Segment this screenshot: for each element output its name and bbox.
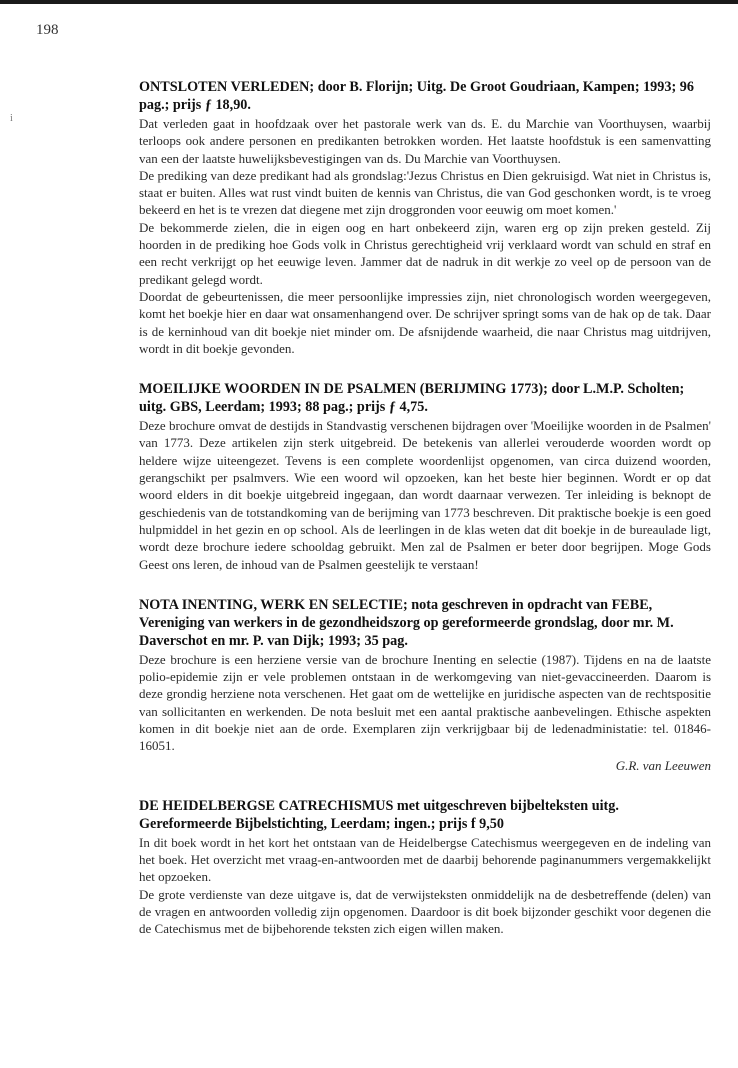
review-ontsloten-verleden — [139, 78, 711, 357]
review-paragraph: Doordat de gebeurtenissen, die meer persoonlijke impressies zijn, niet chronologisch worden weergegeven, komt het boekje hier en daar wat onsamenhangend over. De schrijver springt soms van de hak op de tak. Daar is de kerninhoud van dit boekje niet minder om. De afsnijdende waarheid, die naar Christus mag uitdrijven, wordt in dit boekje gevonden. — [139, 288, 711, 356]
review-paragraph: De prediking van deze predikant had als grondslag:'Jezus Christus en Dien gekruisigd. Wat niet in Christus is, staat er buiten. Alles wat rust vindt buiten de kennis van Christus, die van God geschonken wordt, is te vroeg bekeerd en het is te vrezen dat diegene met zijn droggronden voor eeuwig om moet komen.' — [139, 167, 711, 218]
review-heading: MOEILIJKE WOORDEN IN DE PSALMEN (BERIJMING 1773); door L.M.P. Scholten; uitg. GBS, Leerdam; 1993; 88 pag.; prijs ƒ 4,75. — [139, 381, 685, 416]
review-nota-inenting — [139, 596, 711, 774]
page-content — [139, 78, 711, 960]
top-rule — [0, 0, 738, 4]
review-signature: G.R. van Leeuwen — [615, 757, 711, 773]
review-paragraph: Deze brochure omvat de destijds in Standvastig verschenen bijdragen over 'Moeilijke woorden in de Psalmen' van 1773. Deze artikelen zijn sterk uitgebreid. De betekenis van allerlei verouderde woorden wordt op heldere wijze uiteengezet. Tevens is een complete woordenlijst opgenomen, van circa duizend woorden, gerangschikt per psalmvers. Wie een woord wil opzoeken, kan het beste hier beginnen. Wordt er op dat woord elders in dit boekje uitgebreid ingegaan, dan wordt daarnaar verwezen. Ter inleiding is beknopt de geschiedenis van de totstandkoming van de berijming van 1773 beschreven. Dit praktische boekje is een goed hulpmiddel in het gezin en op school. Als de leerlingen in de klas weten dat dit boekje in de bureaulade ligt, wordt deze brochure iedere schooldag gebruikt. Men zal de Psalmen er beter door begrijpen. Moge Gods Geest ons leren, de inhoud van de Psalmen geestelijk te verstaan! — [139, 418, 711, 572]
margin-mark: i — [10, 113, 13, 124]
review-heading: DE HEIDELBERGSE CATRECHISMUS met uitgeschreven bijbelteksten uitg. Gereformeerde Bijbelstichting, Leerdam; ingen.; prijs f 9,50 — [139, 797, 619, 832]
review-paragraph: De bekommerde zielen, die in eigen oog en hart onbekeerd zijn, waren erg op zijn preken gesteld. Zij hoorden in de prediking hoe Gods volk in Christus gerechtigheid vrij verklaard wordt van schuld en straf en een recht verkrijgt op het eeuwige leven. Jammer dat de nadruk in dit werkje zo veel op de persoon van de predikant gelegd wordt. — [139, 219, 711, 287]
review-paragraph: Dat verleden gaat in hoofdzaak over het pastorale werk van ds. E. du Marchie van Voorthuysen, waarbij terloops ook andere personen en predikanten betrokken worden. Het laatste hoofdstuk is een samenvatting van een der laatste huwelijksbevestigingen van ds. Du Marchie van Voorthuysen. — [139, 116, 711, 166]
review-paragraph: In dit boek wordt in het kort het ontstaan van de Heidelbergse Catechismus weergegeven en de indeling van het boek. Het overzicht met vraag-en-antwoorden met de daarbij behorende paginanummers vergemakkelijkt het opzoeken. — [139, 834, 711, 885]
review-heidelbergse-catechismus — [139, 797, 711, 938]
review-moeilijke-woorden — [139, 380, 711, 573]
review-paragraph: De grote verdienste van deze uitgave is, dat de verwijsteksten onmiddelijk na de desbetreffende (delen) van de vragen en antwoorden volledig zijn opgenomen. Daardoor is dit boek bijzonder geschikt voor degenen die de Catechismus met de bijbehorende teksten zich eigen willen maken. — [139, 886, 711, 937]
page-number: 198 — [36, 22, 59, 38]
review-paragraph: Deze brochure is een herziene versie van de brochure Inenting en selectie (1987). Tijdens en na de laatste polio-epidemie zijn er vele problemen ontstaan in de werkomgeving van niet-gevaccineerden. Daarom is deze grondig herziene nota verschenen. Het gaat om de wettelijke en juridische aspecten van de rechtspositie van sollicitanten en werkenden. De nota besluit met een aantal praktische aanbevelingen. Ethische aspekten komen in dit boekje niet aan de orde. Exemplaren zijn verkrijgbaar bij de ledenadministatie: tel. 01846-16051. — [139, 651, 711, 754]
review-heading: NOTA INENTING, WERK EN SELECTIE; nota geschreven in opdracht van FEBE, Vereniging van werkers in de gezondheidszorg op gereformeerde grondslag, door mr. M. Daverschot en mr. P. van Dijk; 1993; 35 pag. — [139, 596, 674, 649]
review-heading: ONTSLOTEN VERLEDEN; door B. Florijn; Uitg. De Groot Goudriaan, Kampen; 1993; 96 pag.; prijs ƒ 18,90. — [139, 79, 694, 113]
